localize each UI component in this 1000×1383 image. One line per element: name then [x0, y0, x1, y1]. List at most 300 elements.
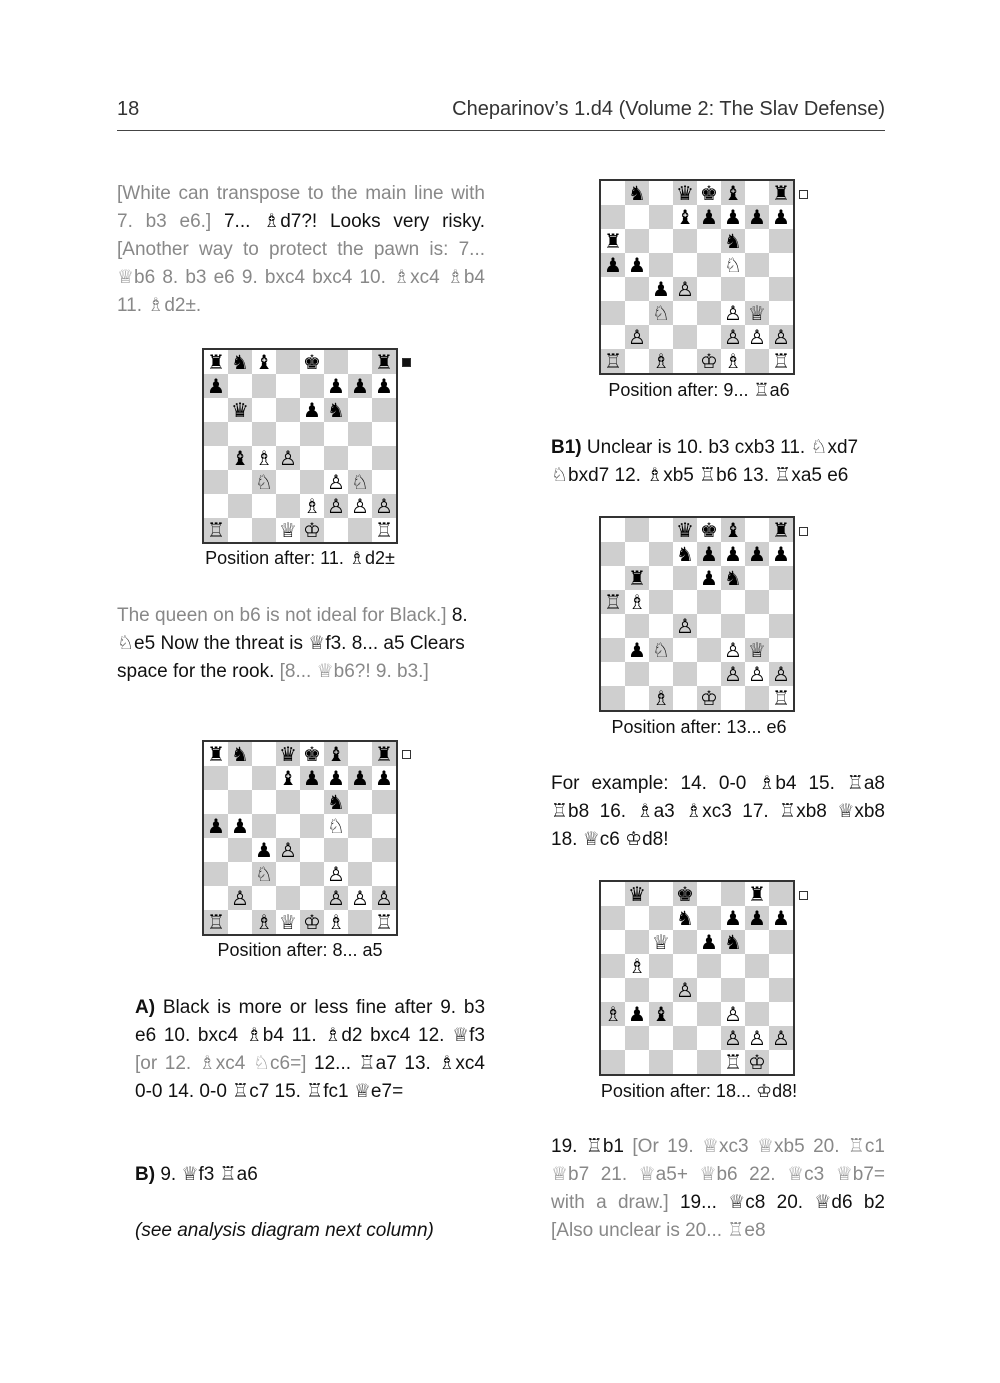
to-move-marker-1	[402, 358, 411, 367]
board-square	[276, 814, 300, 838]
board-square	[745, 181, 769, 205]
white-pawn-icon: ♙	[279, 446, 297, 470]
black-pawn-icon: ♟	[652, 277, 670, 301]
board-square	[697, 614, 721, 638]
text-run: Unclear is 10. b3 cxb3 11. ♘xd7 ♘bxd7 12. ♗xb5 ♖b6 13. ♖xa5 e6	[551, 437, 859, 486]
board-square	[625, 590, 649, 614]
board-square	[348, 790, 372, 814]
board-square	[300, 422, 324, 446]
chess-diagram-2	[202, 740, 398, 936]
white-rook-icon: ♖	[375, 518, 393, 542]
board-square	[601, 542, 625, 566]
board-square	[348, 742, 372, 766]
board-square	[204, 422, 228, 446]
board-square	[673, 662, 697, 686]
board-square	[697, 686, 721, 710]
black-pawn-icon: ♟	[700, 542, 718, 566]
board-square	[625, 906, 649, 930]
board-square	[204, 790, 228, 814]
board-square	[721, 1050, 745, 1074]
board-square	[721, 518, 745, 542]
black-pawn-icon: ♟	[628, 638, 646, 662]
board-square	[625, 542, 649, 566]
text-run: Black is more or less fine after 9. b3 e6 10. bxc4 ♗b4 11. ♗d2 bxc4 12. ♕f3	[135, 997, 486, 1046]
board-square	[324, 518, 348, 542]
board-square	[673, 686, 697, 710]
board-square	[745, 566, 769, 590]
white-queen-icon: ♕	[279, 518, 297, 542]
board-square	[625, 349, 649, 373]
board-square	[372, 470, 396, 494]
board-square	[372, 814, 396, 838]
black-rook-icon: ♜	[772, 181, 790, 205]
white-rook-icon: ♖	[604, 590, 622, 614]
board-square	[228, 790, 252, 814]
white-bishop-icon: ♗	[628, 590, 646, 614]
board-square	[601, 906, 625, 930]
board-square	[228, 886, 252, 910]
board-square	[348, 766, 372, 790]
board-square	[649, 205, 673, 229]
board-square	[769, 638, 793, 662]
board-square	[625, 978, 649, 1002]
white-bishop-icon: ♗	[724, 349, 742, 373]
board-square	[649, 566, 673, 590]
board-square	[697, 325, 721, 349]
board-square	[745, 349, 769, 373]
board-square	[324, 766, 348, 790]
board-square	[204, 350, 228, 374]
paragraph-intro	[117, 180, 485, 320]
white-pawn-icon: ♙	[724, 325, 742, 349]
text-run: 9. ♕f3 ♖a6	[160, 1164, 258, 1185]
white-pawn-icon: ♙	[375, 494, 393, 518]
white-pawn-icon: ♙	[748, 325, 766, 349]
text-run: B)	[135, 1164, 161, 1185]
board-square	[745, 930, 769, 954]
text-run: 19. ♖b1	[551, 1136, 633, 1157]
board-square	[625, 882, 649, 906]
variation-b	[135, 1161, 485, 1189]
text-run: 7... ♗d7?! Looks very risky.	[223, 211, 485, 232]
diagram-caption-2: Position after: 8... a5	[217, 940, 383, 960]
white-pawn-icon: ♙	[724, 1026, 742, 1050]
black-knight-icon: ♞	[327, 398, 345, 422]
board-square	[745, 301, 769, 325]
text-run: [8... ♕b6?! 9. b3.]	[279, 661, 429, 682]
board-square	[697, 518, 721, 542]
board-square	[625, 662, 649, 686]
board-square	[745, 882, 769, 906]
board-square	[625, 181, 649, 205]
board-square	[625, 686, 649, 710]
board-square	[769, 301, 793, 325]
board-square	[252, 494, 276, 518]
board-square	[372, 398, 396, 422]
board-square	[228, 766, 252, 790]
board-square	[252, 862, 276, 886]
board-square	[324, 494, 348, 518]
board-square	[348, 494, 372, 518]
board-square	[769, 978, 793, 1002]
board-square	[625, 1050, 649, 1074]
board-square	[348, 422, 372, 446]
board-square	[769, 930, 793, 954]
board-square	[276, 350, 300, 374]
black-knight-icon: ♞	[327, 790, 345, 814]
board-square	[769, 614, 793, 638]
black-rook-icon: ♜	[375, 350, 393, 374]
board-square	[625, 301, 649, 325]
white-pawn-icon: ♙	[724, 662, 742, 686]
board-square	[252, 766, 276, 790]
board-square	[697, 253, 721, 277]
board-square	[625, 253, 649, 277]
board-square	[372, 422, 396, 446]
board-square	[721, 277, 745, 301]
board-square	[721, 614, 745, 638]
board-square	[276, 446, 300, 470]
text-run: 12... ♖a7 13. ♗xc4 0-0 14. 0-0 ♖c7 15. ♖fc1 ♕e7=	[135, 1053, 485, 1102]
chess-diagram-3	[599, 179, 795, 375]
text-run: [Also unclear is 20... ♖e8	[551, 1220, 766, 1241]
board-square	[673, 277, 697, 301]
black-rook-icon: ♜	[772, 518, 790, 542]
board-square	[601, 978, 625, 1002]
black-knight-icon: ♞	[676, 542, 694, 566]
black-queen-icon: ♛	[628, 882, 646, 906]
white-queen-icon: ♕	[748, 301, 766, 325]
board-square	[745, 205, 769, 229]
board-square	[601, 1026, 625, 1050]
board-square	[372, 886, 396, 910]
black-rook-icon: ♜	[628, 566, 646, 590]
text-run: [or 12. ♗xc4 ♘c6=]	[135, 1053, 315, 1074]
board-square	[721, 1026, 745, 1050]
board-square	[372, 766, 396, 790]
board-square	[601, 930, 625, 954]
board-square	[721, 542, 745, 566]
board-square	[372, 790, 396, 814]
black-pawn-icon: ♟	[748, 205, 766, 229]
board-square	[252, 398, 276, 422]
black-queen-icon: ♛	[231, 398, 249, 422]
board-square	[348, 862, 372, 886]
board-square	[276, 790, 300, 814]
board-square	[601, 181, 625, 205]
board-square	[204, 398, 228, 422]
board-square	[601, 954, 625, 978]
text-run: 19... ♕c8 20. ♕d6 b2	[679, 1192, 885, 1213]
black-pawn-icon: ♟	[375, 766, 393, 790]
board-square	[769, 590, 793, 614]
black-pawn-icon: ♟	[604, 253, 622, 277]
board-square	[252, 422, 276, 446]
board-square	[649, 542, 673, 566]
black-pawn-icon: ♟	[700, 566, 718, 590]
black-king-icon: ♚	[303, 742, 321, 766]
board-square	[204, 494, 228, 518]
black-pawn-icon: ♟	[748, 906, 766, 930]
board-square	[372, 494, 396, 518]
board-square	[625, 638, 649, 662]
board-square	[348, 350, 372, 374]
white-pawn-icon: ♙	[772, 1026, 790, 1050]
board-square	[276, 374, 300, 398]
variation-a	[135, 994, 485, 1106]
board-square	[324, 814, 348, 838]
board-square	[372, 374, 396, 398]
board-square	[745, 542, 769, 566]
board-square	[721, 1002, 745, 1026]
white-king-icon: ♔	[303, 910, 321, 934]
board-square	[745, 229, 769, 253]
board-square	[721, 930, 745, 954]
board-square	[228, 398, 252, 422]
white-queen-icon: ♕	[748, 638, 766, 662]
paragraph-queen-b6	[117, 602, 485, 686]
board-square	[204, 742, 228, 766]
board-square	[673, 614, 697, 638]
board-square	[348, 910, 372, 934]
board-square	[228, 446, 252, 470]
white-bishop-icon: ♗	[604, 1002, 622, 1026]
board-square	[228, 910, 252, 934]
board-square	[745, 325, 769, 349]
black-pawn-icon: ♟	[207, 374, 225, 398]
board-square	[769, 518, 793, 542]
black-knight-icon: ♞	[724, 930, 742, 954]
board-square	[372, 742, 396, 766]
board-square	[348, 838, 372, 862]
white-pawn-icon: ♙	[279, 838, 297, 862]
to-move-marker-4	[799, 527, 808, 536]
board-square	[601, 1050, 625, 1074]
white-king-icon: ♔	[700, 686, 718, 710]
black-pawn-icon: ♟	[255, 838, 273, 862]
white-rook-icon: ♖	[772, 349, 790, 373]
board-square	[324, 398, 348, 422]
board-square	[673, 882, 697, 906]
board-square	[673, 325, 697, 349]
black-knight-icon: ♞	[724, 566, 742, 590]
board-square	[649, 301, 673, 325]
board-square	[721, 253, 745, 277]
board-square	[204, 446, 228, 470]
black-pawn-icon: ♟	[772, 205, 790, 229]
board-square	[697, 906, 721, 930]
black-rook-icon: ♜	[604, 229, 622, 253]
board-square	[697, 638, 721, 662]
board-square	[697, 1026, 721, 1050]
black-bishop-icon: ♝	[231, 446, 249, 470]
black-queen-icon: ♛	[676, 518, 694, 542]
to-move-marker-3	[799, 190, 808, 199]
text-run: 8. ♘e5 Now the threat is ♕f3. 8... a5 Clears space for the rook.	[117, 605, 468, 682]
board-square	[300, 838, 324, 862]
board-square	[697, 882, 721, 906]
black-bishop-icon: ♝	[724, 518, 742, 542]
black-pawn-icon: ♟	[327, 766, 345, 790]
board-square	[721, 978, 745, 1002]
board-square	[601, 229, 625, 253]
board-square	[769, 1002, 793, 1026]
board-square	[649, 1026, 673, 1050]
board-square	[721, 566, 745, 590]
board-square	[348, 374, 372, 398]
board-square	[673, 301, 697, 325]
white-rook-icon: ♖	[724, 1050, 742, 1074]
board-square	[601, 518, 625, 542]
black-king-icon: ♚	[700, 518, 718, 542]
black-pawn-icon: ♟	[700, 205, 718, 229]
black-pawn-icon: ♟	[628, 1002, 646, 1026]
board-square	[601, 253, 625, 277]
board-square	[697, 542, 721, 566]
text-run: [White can transpose to the main line with 7. b3 e6.]	[117, 183, 485, 232]
board-square	[769, 181, 793, 205]
board-square	[348, 446, 372, 470]
board-square	[745, 1026, 769, 1050]
board-square	[697, 1050, 721, 1074]
board-square	[697, 954, 721, 978]
analysis-note: (see analysis diagram next column)	[135, 1220, 434, 1241]
diagram-caption-3: Position after: 9... ♖a6	[608, 380, 790, 400]
black-bishop-icon: ♝	[724, 181, 742, 205]
board-square	[324, 886, 348, 910]
black-king-icon: ♚	[303, 350, 321, 374]
black-knight-icon: ♞	[724, 229, 742, 253]
board-square	[204, 910, 228, 934]
board-square	[228, 742, 252, 766]
board-square	[625, 518, 649, 542]
black-rook-icon: ♜	[375, 742, 393, 766]
board-square	[721, 349, 745, 373]
white-queen-icon: ♕	[279, 910, 297, 934]
board-square	[276, 470, 300, 494]
white-pawn-icon: ♙	[628, 325, 646, 349]
board-square	[300, 350, 324, 374]
board-square	[673, 906, 697, 930]
board-square	[300, 494, 324, 518]
black-knight-icon: ♞	[231, 350, 249, 374]
black-knight-icon: ♞	[628, 181, 646, 205]
board-square	[673, 349, 697, 373]
board-square	[649, 614, 673, 638]
board-square	[252, 838, 276, 862]
board-square	[300, 790, 324, 814]
board-square	[673, 1026, 697, 1050]
paragraph-example	[551, 770, 885, 854]
board-square	[276, 518, 300, 542]
board-square	[721, 954, 745, 978]
diagram-caption-4: Position after: 13... e6	[611, 717, 787, 737]
board-square	[625, 1026, 649, 1050]
board-square	[769, 686, 793, 710]
board-square	[252, 886, 276, 910]
board-square	[276, 742, 300, 766]
board-square	[228, 422, 252, 446]
board-square	[697, 301, 721, 325]
board-square	[204, 838, 228, 862]
board-square	[204, 814, 228, 838]
board-square	[228, 350, 252, 374]
board-square	[300, 446, 324, 470]
board-square	[649, 954, 673, 978]
board-square	[697, 978, 721, 1002]
board-square	[745, 954, 769, 978]
board-square	[649, 882, 673, 906]
white-pawn-icon: ♙	[748, 662, 766, 686]
board-square	[673, 181, 697, 205]
text-run: [Another way to protect the pawn is: 7... ♕b6 8. b3 e6 9. bxc4 bxc4 10. ♗xc4 ♗b4 11. ♗d2±.	[117, 239, 485, 316]
white-queen-icon: ♕	[652, 930, 670, 954]
black-pawn-icon: ♟	[207, 814, 225, 838]
white-bishop-icon: ♗	[628, 954, 646, 978]
white-knight-icon: ♘	[255, 470, 273, 494]
diagram-caption-1: Position after: 11. ♗d2±	[205, 548, 395, 568]
board-square	[745, 638, 769, 662]
board-square	[228, 494, 252, 518]
board-square	[649, 930, 673, 954]
white-pawn-icon: ♙	[676, 978, 694, 1002]
board-square	[625, 277, 649, 301]
white-bishop-icon: ♗	[652, 349, 670, 373]
board-square	[649, 518, 673, 542]
board-square	[697, 349, 721, 373]
board-square	[276, 910, 300, 934]
board-square	[204, 470, 228, 494]
to-move-marker-5	[799, 891, 808, 900]
text-run: For example: 14. 0-0 ♗b4 15. ♖a8 ♖b8 16. ♗a3 ♗xc3 17. ♖xb8 ♕xb8 18. ♕c6 ♔d8!	[551, 773, 885, 850]
board-square	[697, 277, 721, 301]
board-square	[204, 862, 228, 886]
board-square	[721, 638, 745, 662]
white-pawn-icon: ♙	[772, 662, 790, 686]
board-square	[649, 349, 673, 373]
board-square	[601, 590, 625, 614]
board-square	[348, 470, 372, 494]
white-pawn-icon: ♙	[724, 1002, 742, 1026]
white-rook-icon: ♖	[207, 910, 225, 934]
board-square	[324, 790, 348, 814]
board-square	[745, 253, 769, 277]
white-bishop-icon: ♗	[303, 494, 321, 518]
board-square	[649, 662, 673, 686]
board-square	[769, 253, 793, 277]
white-rook-icon: ♖	[207, 518, 225, 542]
black-king-icon: ♚	[700, 181, 718, 205]
black-bishop-icon: ♝	[652, 1002, 670, 1026]
board-square	[769, 542, 793, 566]
board-square	[276, 838, 300, 862]
board-square	[204, 518, 228, 542]
board-square	[601, 638, 625, 662]
board-square	[673, 229, 697, 253]
page-header	[117, 96, 885, 131]
board-square	[276, 886, 300, 910]
paragraph-move-19	[551, 1133, 885, 1245]
black-queen-icon: ♛	[279, 742, 297, 766]
black-pawn-icon: ♟	[231, 814, 249, 838]
board-square	[372, 910, 396, 934]
board-square	[348, 886, 372, 910]
board-square	[673, 518, 697, 542]
board-square	[300, 518, 324, 542]
black-pawn-icon: ♟	[351, 374, 369, 398]
board-square	[769, 954, 793, 978]
board-square	[204, 766, 228, 790]
